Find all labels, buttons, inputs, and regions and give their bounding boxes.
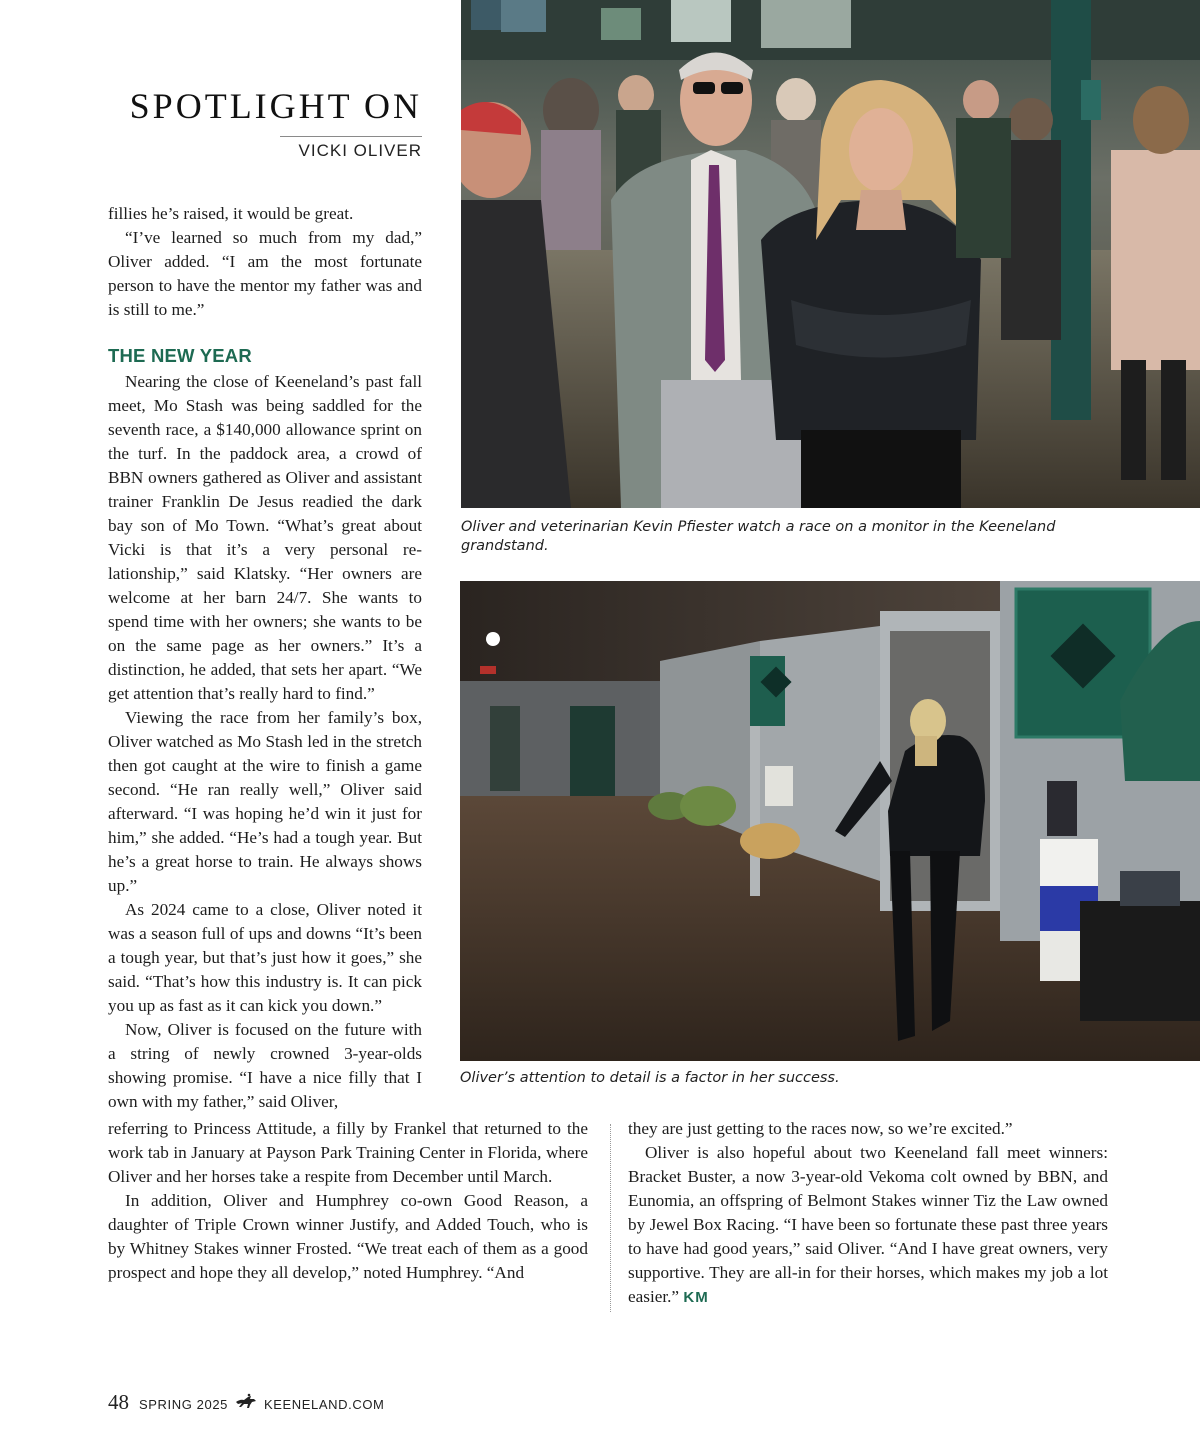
- paragraph: they are just getting to the races now, so we’re excited.”: [628, 1119, 1013, 1138]
- paragraph: Nearing the close of Keeneland’s past fall meet, Mo Stash was being saddled for the seventh race, a $140,000 allowance sprint on the turf. In the paddock area, a crowd of BBN owners gathered as Oliver and assistant trainer Franklin De Jesus readied the dark bay son of Mo Town. “What’s great about Vicki is that it’s a very personal relationship,” said Klatsky. “Her owners are welcome at her barn 24/7. She wants to spend time with her owners; she wants to be on the same page as her owners.” It’s a distinction, he added, that sets her apart. “We get attention that’s really hard to find.”: [108, 372, 422, 703]
- paragraph: [628, 1141, 1108, 1310]
- paragraph-text: Oliver is also hopeful about two Keeneland fall meet winners: Bracket Buster, a now 3-year-old Vekoma colt owned by BBN, and Eunomia, an offspring of Belmont Stakes winner Tiz the Law owned by Jewel Box Racing. “I have been so fortunate these past three years to have had good years,” said Oliver. “And I have great owners, very supportive. They are all-in for their horses, which makes my job a lot easier.”: [628, 1143, 1108, 1306]
- grandstand-photo: [461, 0, 1200, 508]
- page-footer: [108, 1390, 384, 1415]
- photo-caption: Oliver and veterinarian Kevin Pfiester watch a race on a monitor in the Keeneland grandstand.: [461, 519, 1056, 554]
- section-kicker: SPOTLIGHT ON: [129, 86, 422, 126]
- profile-name: VICKI OLIVER: [298, 141, 422, 160]
- barn-aisle-photo: [460, 581, 1200, 1061]
- issue-label: SPRING 2025: [139, 1397, 228, 1412]
- horse-and-jockey-icon: [234, 1393, 258, 1409]
- paragraph: Now, Oliver is focused on the future with a string of newly crowned 3-year-olds showing promise. “I have a nice filly that I own with my father,” said Oliver,: [108, 1020, 422, 1111]
- paragraph: In addition, Oliver and Humphrey co-own Good Reason, a daughter of Triple Crown winner Justify, and Added Touch, who is by Whitney Stakes winner Frosted. “We treat each of them as a good prospect and hope they all develop,” noted Humphrey. “And: [108, 1191, 588, 1282]
- paragraph: Viewing the race from her family’s box, Oliver watched as Mo Stash led in the stretch then got caught at the wire to finish a game second. “He ran really well,” Oliver said afterward. “I was hoping he’d win it just for him,” she added. “He’s had a tough year. But he’s a great horse to train. He always shows up.”: [108, 708, 422, 895]
- column-divider: [610, 1124, 611, 1312]
- page-number: 48: [108, 1390, 129, 1414]
- author-signature: KM: [683, 1289, 709, 1306]
- paragraph: fillies he’s raised, it would be great.: [108, 204, 354, 223]
- bottom-left-column: [108, 1117, 588, 1285]
- section-heading: THE NEW YEAR: [108, 345, 252, 366]
- photo-caption: Oliver’s attention to detail is a factor in her success.: [460, 1070, 840, 1086]
- paragraph: referring to Princess Attitude, a filly by Frankel that returned to the work tab in January at Payson Park Training Center in Florida, where Oliver and her horses take a respite from December until March.: [108, 1119, 588, 1186]
- section-header: [108, 86, 422, 161]
- website-label: KEENELAND.COM: [263, 1397, 385, 1412]
- bottom-right-column: [628, 1117, 1108, 1310]
- header-rule: [280, 136, 422, 137]
- left-column: [108, 202, 422, 1114]
- paragraph: As 2024 came to a close, Oliver noted it was a season full of ups and downs “It’s been a tough year, but that’s just how it goes,” she said. “That’s how this industry is. It can pick you up as fast as it can kick you down.”: [108, 900, 422, 1015]
- paragraph: “I’ve learned so much from my dad,” Oliver added. “I am the most fortunate person to have the mentor my father was and is still to me.”: [108, 228, 422, 319]
